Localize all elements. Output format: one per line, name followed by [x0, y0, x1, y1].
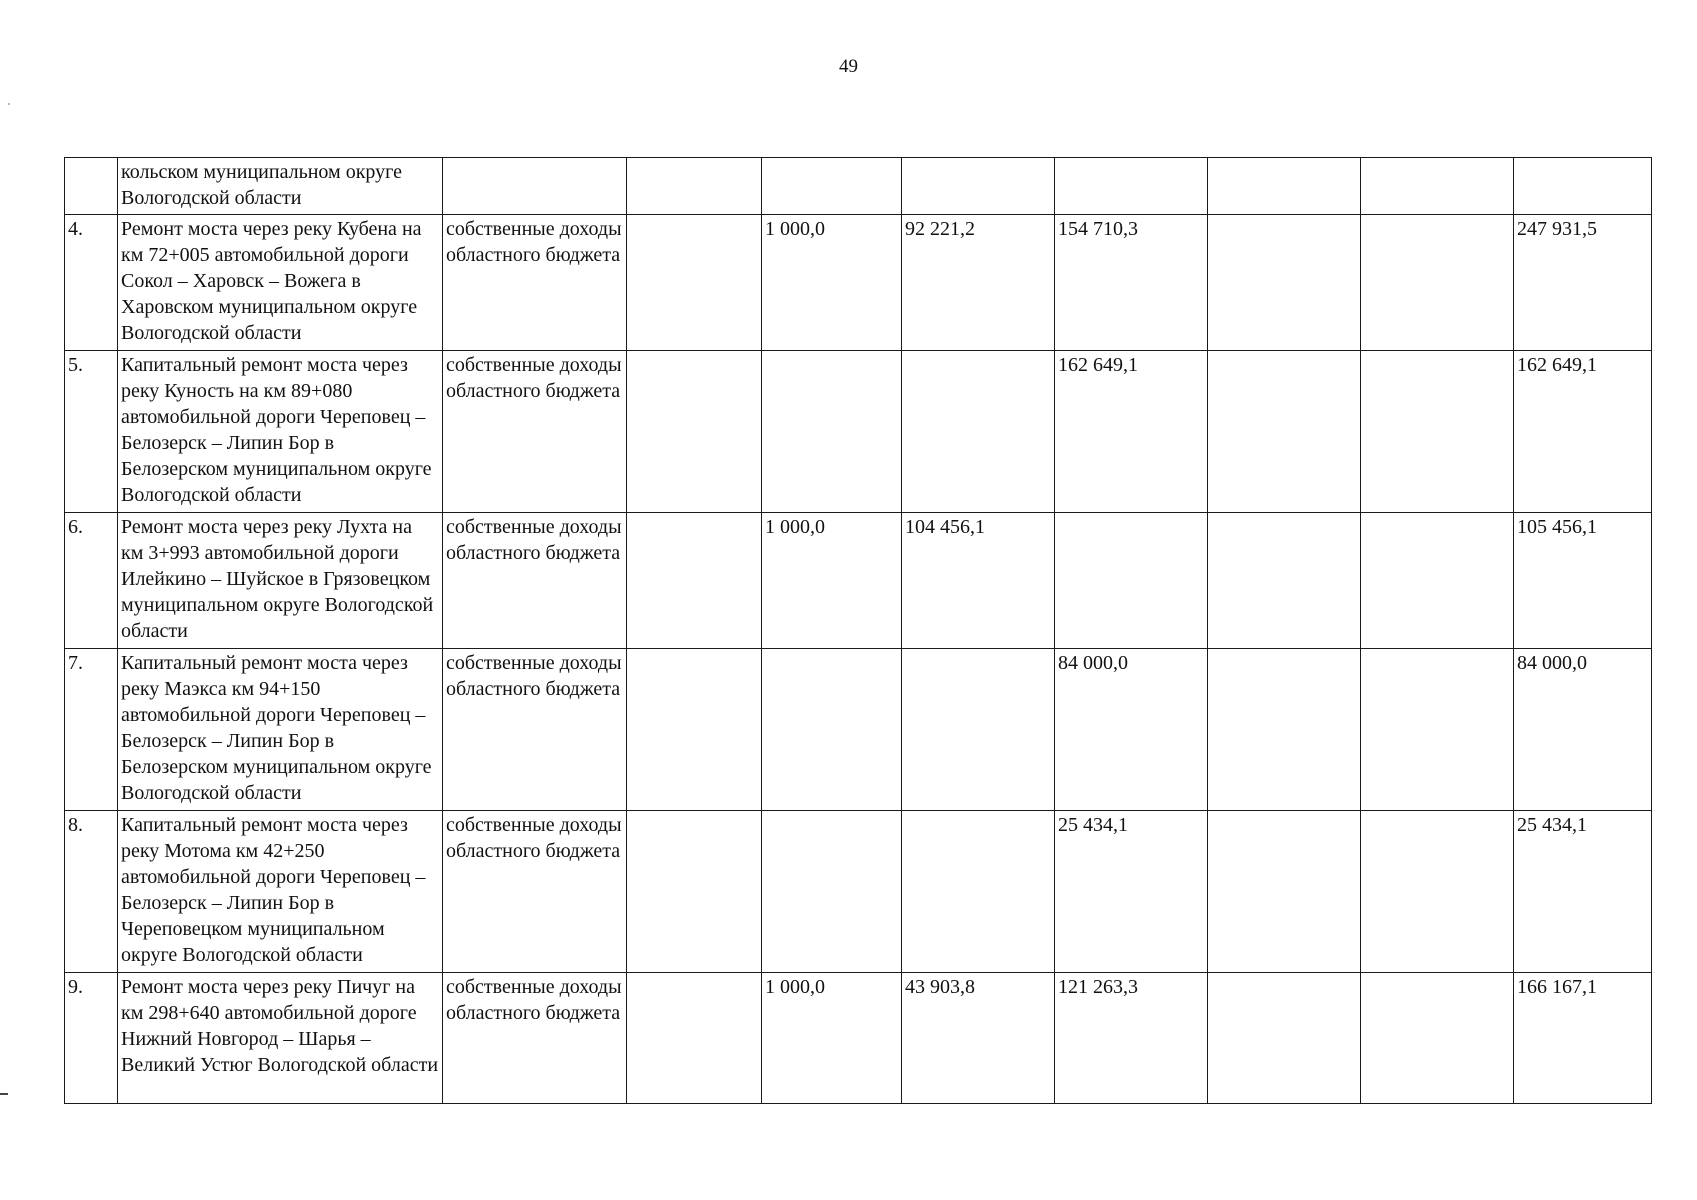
value-col-6 — [1361, 973, 1514, 1104]
object-name: Капитальный ремонт моста через реку Мотома км 42+250 автомобильной дороги Череповец – Белозерск – Липин Бор в Череповецком муниципальном округе Вологодской области — [118, 811, 443, 973]
funding-source: собственные доходы областного бюджета — [443, 513, 627, 649]
value-col-2 — [762, 811, 902, 973]
funding-source: собственные доходы областного бюджета — [443, 811, 627, 973]
value-col-5 — [1208, 973, 1361, 1104]
funding-source: собственные доходы областного бюджета — [443, 973, 627, 1104]
value-col-1 — [627, 351, 762, 513]
value-col-4: 121 263,3 — [1055, 973, 1208, 1104]
value-col-4 — [1055, 513, 1208, 649]
value-col-4: 84 000,0 — [1055, 649, 1208, 811]
row-number: 7. — [65, 649, 118, 811]
table-row — [65, 973, 1652, 1104]
value-col-1 — [627, 215, 762, 351]
table-row — [65, 649, 1652, 811]
row-number: 6. — [65, 513, 118, 649]
total-value: 25 434,1 — [1514, 811, 1652, 973]
value-col-6 — [1361, 513, 1514, 649]
object-name: Капитальный ремонт моста через реку Куность на км 89+080 автомобильной дороги Череповец – Белозерск – Липин Бор в Белозерском муниципальном округе Вологодской области — [118, 351, 443, 513]
value-col-4 — [1055, 158, 1208, 215]
value-col-1 — [627, 513, 762, 649]
table-row — [65, 351, 1652, 513]
value-col-2: 1 000,0 — [762, 215, 902, 351]
value-col-2: 1 000,0 — [762, 973, 902, 1104]
value-col-5 — [1208, 649, 1361, 811]
value-col-2 — [762, 351, 902, 513]
total-value: 84 000,0 — [1514, 649, 1652, 811]
value-col-6 — [1361, 351, 1514, 513]
value-col-2: 1 000,0 — [762, 513, 902, 649]
funding-source: собственные доходы областного бюджета — [443, 649, 627, 811]
row-number: 5. — [65, 351, 118, 513]
funding-source — [443, 158, 627, 215]
row-number — [65, 158, 118, 215]
value-col-3 — [902, 158, 1055, 215]
value-col-5 — [1208, 215, 1361, 351]
value-col-4: 154 710,3 — [1055, 215, 1208, 351]
page-number: 49 — [839, 56, 858, 77]
table-row — [65, 158, 1652, 215]
value-col-1 — [627, 811, 762, 973]
value-col-3: 92 221,2 — [902, 215, 1055, 351]
total-value — [1514, 158, 1652, 215]
table-row — [65, 215, 1652, 351]
table-row — [65, 811, 1652, 973]
value-col-3 — [902, 649, 1055, 811]
value-col-5 — [1208, 811, 1361, 973]
object-name: Ремонт моста через реку Лухта на км 3+993 автомобильной дороги Илейкино – Шуйское в Грязовецком муниципальном округе Вологодской области — [118, 513, 443, 649]
value-col-5 — [1208, 351, 1361, 513]
value-col-3 — [902, 351, 1055, 513]
total-value: 247 931,5 — [1514, 215, 1652, 351]
scan-edge-mark — [0, 1093, 8, 1095]
object-name: Капитальный ремонт моста через реку Маэкса км 94+150 автомобильной дороги Череповец – Белозерск – Липин Бор в Белозерском муниципальном округе Вологодской области — [118, 649, 443, 811]
value-col-1 — [627, 973, 762, 1104]
object-name: Ремонт моста через реку Кубена на км 72+005 автомобильной дороги Сокол – Харовск – Вожега в Харовском муниципальном округе Вологодской области — [118, 215, 443, 351]
total-value: 162 649,1 — [1514, 351, 1652, 513]
object-name: Ремонт моста через реку Пичуг на км 298+640 автомобильной дороге Нижний Новгород – Шарья – Великий Устюг Вологодской области — [118, 973, 443, 1104]
row-number: 4. — [65, 215, 118, 351]
value-col-1 — [627, 158, 762, 215]
value-col-3: 43 903,8 — [902, 973, 1055, 1104]
value-col-3 — [902, 811, 1055, 973]
scan-dust-mark — [8, 103, 10, 105]
funding-source: собственные доходы областного бюджета — [443, 215, 627, 351]
table-row — [65, 513, 1652, 649]
budget-table — [64, 157, 1652, 1104]
value-col-2 — [762, 158, 902, 215]
value-col-6 — [1361, 215, 1514, 351]
value-col-4: 25 434,1 — [1055, 811, 1208, 973]
value-col-4: 162 649,1 — [1055, 351, 1208, 513]
object-name: кольском муниципальном округе Вологодской области — [118, 158, 443, 215]
value-col-5 — [1208, 513, 1361, 649]
value-col-6 — [1361, 649, 1514, 811]
value-col-2 — [762, 649, 902, 811]
total-value: 166 167,1 — [1514, 973, 1652, 1104]
funding-source: собственные доходы областного бюджета — [443, 351, 627, 513]
value-col-6 — [1361, 158, 1514, 215]
value-col-6 — [1361, 811, 1514, 973]
value-col-3: 104 456,1 — [902, 513, 1055, 649]
value-col-1 — [627, 649, 762, 811]
value-col-5 — [1208, 158, 1361, 215]
row-number: 8. — [65, 811, 118, 973]
row-number: 9. — [65, 973, 118, 1104]
total-value: 105 456,1 — [1514, 513, 1652, 649]
